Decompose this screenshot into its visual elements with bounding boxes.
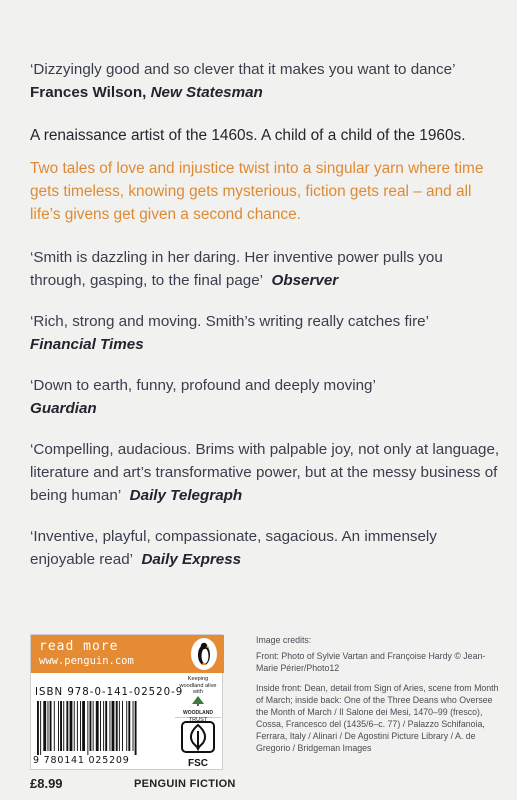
quote-text: ‘Dizzyingly good and so clever that it makes you want to dance’ (30, 61, 456, 78)
barcode-bar (50, 701, 52, 751)
quote-source (30, 336, 144, 353)
barcode-bar (66, 701, 68, 751)
description-text: Two tales of love and injustice twist into a singular yarn where time gets timeless, knowing gets mysterious, fiction gets real – and all life’s givens get given a second chance. (30, 160, 484, 223)
review-quote (30, 310, 500, 356)
read-more-label: read more (39, 639, 119, 654)
barcode-bar (105, 701, 107, 751)
credits-heading: Image credits: (256, 635, 312, 645)
quote-source (272, 272, 339, 289)
isbn-text: ISBN 978-0-141-02520-9 (35, 687, 184, 698)
quote-text: ‘Inventive, playful, compassionate, sagacious. An immensely enjoyable read’ (30, 528, 437, 568)
website-label: www.penguin.com (39, 655, 134, 667)
barcode-bar (37, 701, 39, 755)
quote-source-publication: New Statesman (150, 84, 263, 101)
credits-front: Front: Photo of Sylvie Vartan and Françoise Hardy © Jean-Marie Périer/Photo12 (256, 651, 486, 673)
read-more-banner (31, 635, 183, 673)
barcode-bar (54, 701, 55, 751)
blurb-column (30, 58, 500, 571)
barcode-bar (93, 701, 94, 751)
price-label: £8.99 (30, 776, 63, 791)
quote-source-publication: Daily Telegraph (129, 487, 243, 504)
barcode-bar (96, 701, 99, 751)
barcode-bar (126, 701, 127, 751)
quote-text: ‘Rich, strong and moving. Smith’s writing really catches fire’ (30, 313, 429, 330)
review-quote (30, 525, 500, 571)
credits-inside: Inside front: Dean, detail from Sign of Aries, scene from Month of March; inside back: One of the Three Deans who Oversee the Month of March / Il Salone dei Mesi, 1470–99 (fresco), Cossa, Francesco del (1435/6–c. 77) / Palazzo Schifanoia, Ferrara, Italy / Alinari / De Agostini Picture Library / A. de Gregorio / Bridgeman Images (256, 683, 499, 753)
barcode-bar (58, 701, 59, 751)
barcode-bar (87, 701, 88, 755)
barcode-bar (109, 701, 110, 751)
barcode-bar (90, 701, 92, 751)
barcode-bar (63, 701, 64, 751)
barcode-bar (135, 701, 137, 755)
quote-source (30, 84, 263, 101)
review-quote (30, 438, 500, 507)
barcode-bar (122, 701, 123, 751)
review-quote (30, 374, 500, 420)
quote-source (30, 400, 97, 417)
quote-source-publication: Financial Times (30, 336, 144, 353)
fsc-label: FSC (188, 758, 208, 769)
barcode-bar (133, 701, 134, 751)
barcode-bar (48, 701, 49, 751)
barcode-number: 9 780141 025209 (33, 755, 130, 766)
barcode-bar (116, 701, 118, 751)
barcode-icon (35, 701, 167, 755)
woodland-logo-text: WOODLAND (183, 710, 213, 716)
review-quote (30, 246, 500, 292)
quote-source (141, 551, 241, 568)
barcode-bar (80, 701, 81, 751)
review-quote (30, 58, 500, 104)
quote-text: ‘Smith is dazzling in her daring. Her inventive power pulls you through, gasping, to the final page’ (30, 249, 443, 289)
imprint-label: PENGUIN FICTION (134, 778, 236, 790)
barcode-bar (119, 701, 120, 751)
quote-source-publication: Observer (271, 272, 339, 289)
tree-icon (191, 696, 205, 706)
barcode-bar (103, 701, 104, 751)
quote-source-name: Frances Wilson, (30, 84, 151, 101)
woodland-trust-text: TRUST (188, 716, 208, 723)
barcode-bar (100, 701, 101, 751)
barcode-bar (74, 701, 75, 751)
fsc-tree-icon (181, 721, 215, 753)
barcode-bar (60, 701, 62, 751)
barcode-bar (40, 701, 41, 755)
quote-source-publication: Guardian (30, 400, 97, 417)
fsc-badge (177, 721, 219, 767)
quote-text: ‘Compelling, audacious. Brims with palpable joy, not only at language, literature and art’s transformative power, but at the messy business of being human’ (30, 441, 500, 504)
quote-text: ‘Down to earth, funny, profound and deeply moving’ (30, 377, 376, 394)
barcode-bar (82, 701, 85, 751)
penguin-logo-icon (183, 635, 224, 673)
woodland-trust-badge (175, 676, 221, 723)
barcode-panel (30, 634, 223, 770)
image-credits (256, 634, 501, 762)
barcode-bar (112, 701, 115, 751)
barcode-bar (70, 701, 73, 751)
woodland-text: Keeping woodland alive with (179, 676, 217, 695)
quote-source (130, 487, 243, 504)
barcode-bar (128, 701, 130, 751)
lead-text: A renaissance artist of the 1460s. A child of a child of the 1960s. (30, 127, 466, 144)
quote-source-publication: Daily Express (141, 551, 242, 568)
barcode-bar (77, 701, 78, 751)
barcode-bar (43, 701, 46, 751)
